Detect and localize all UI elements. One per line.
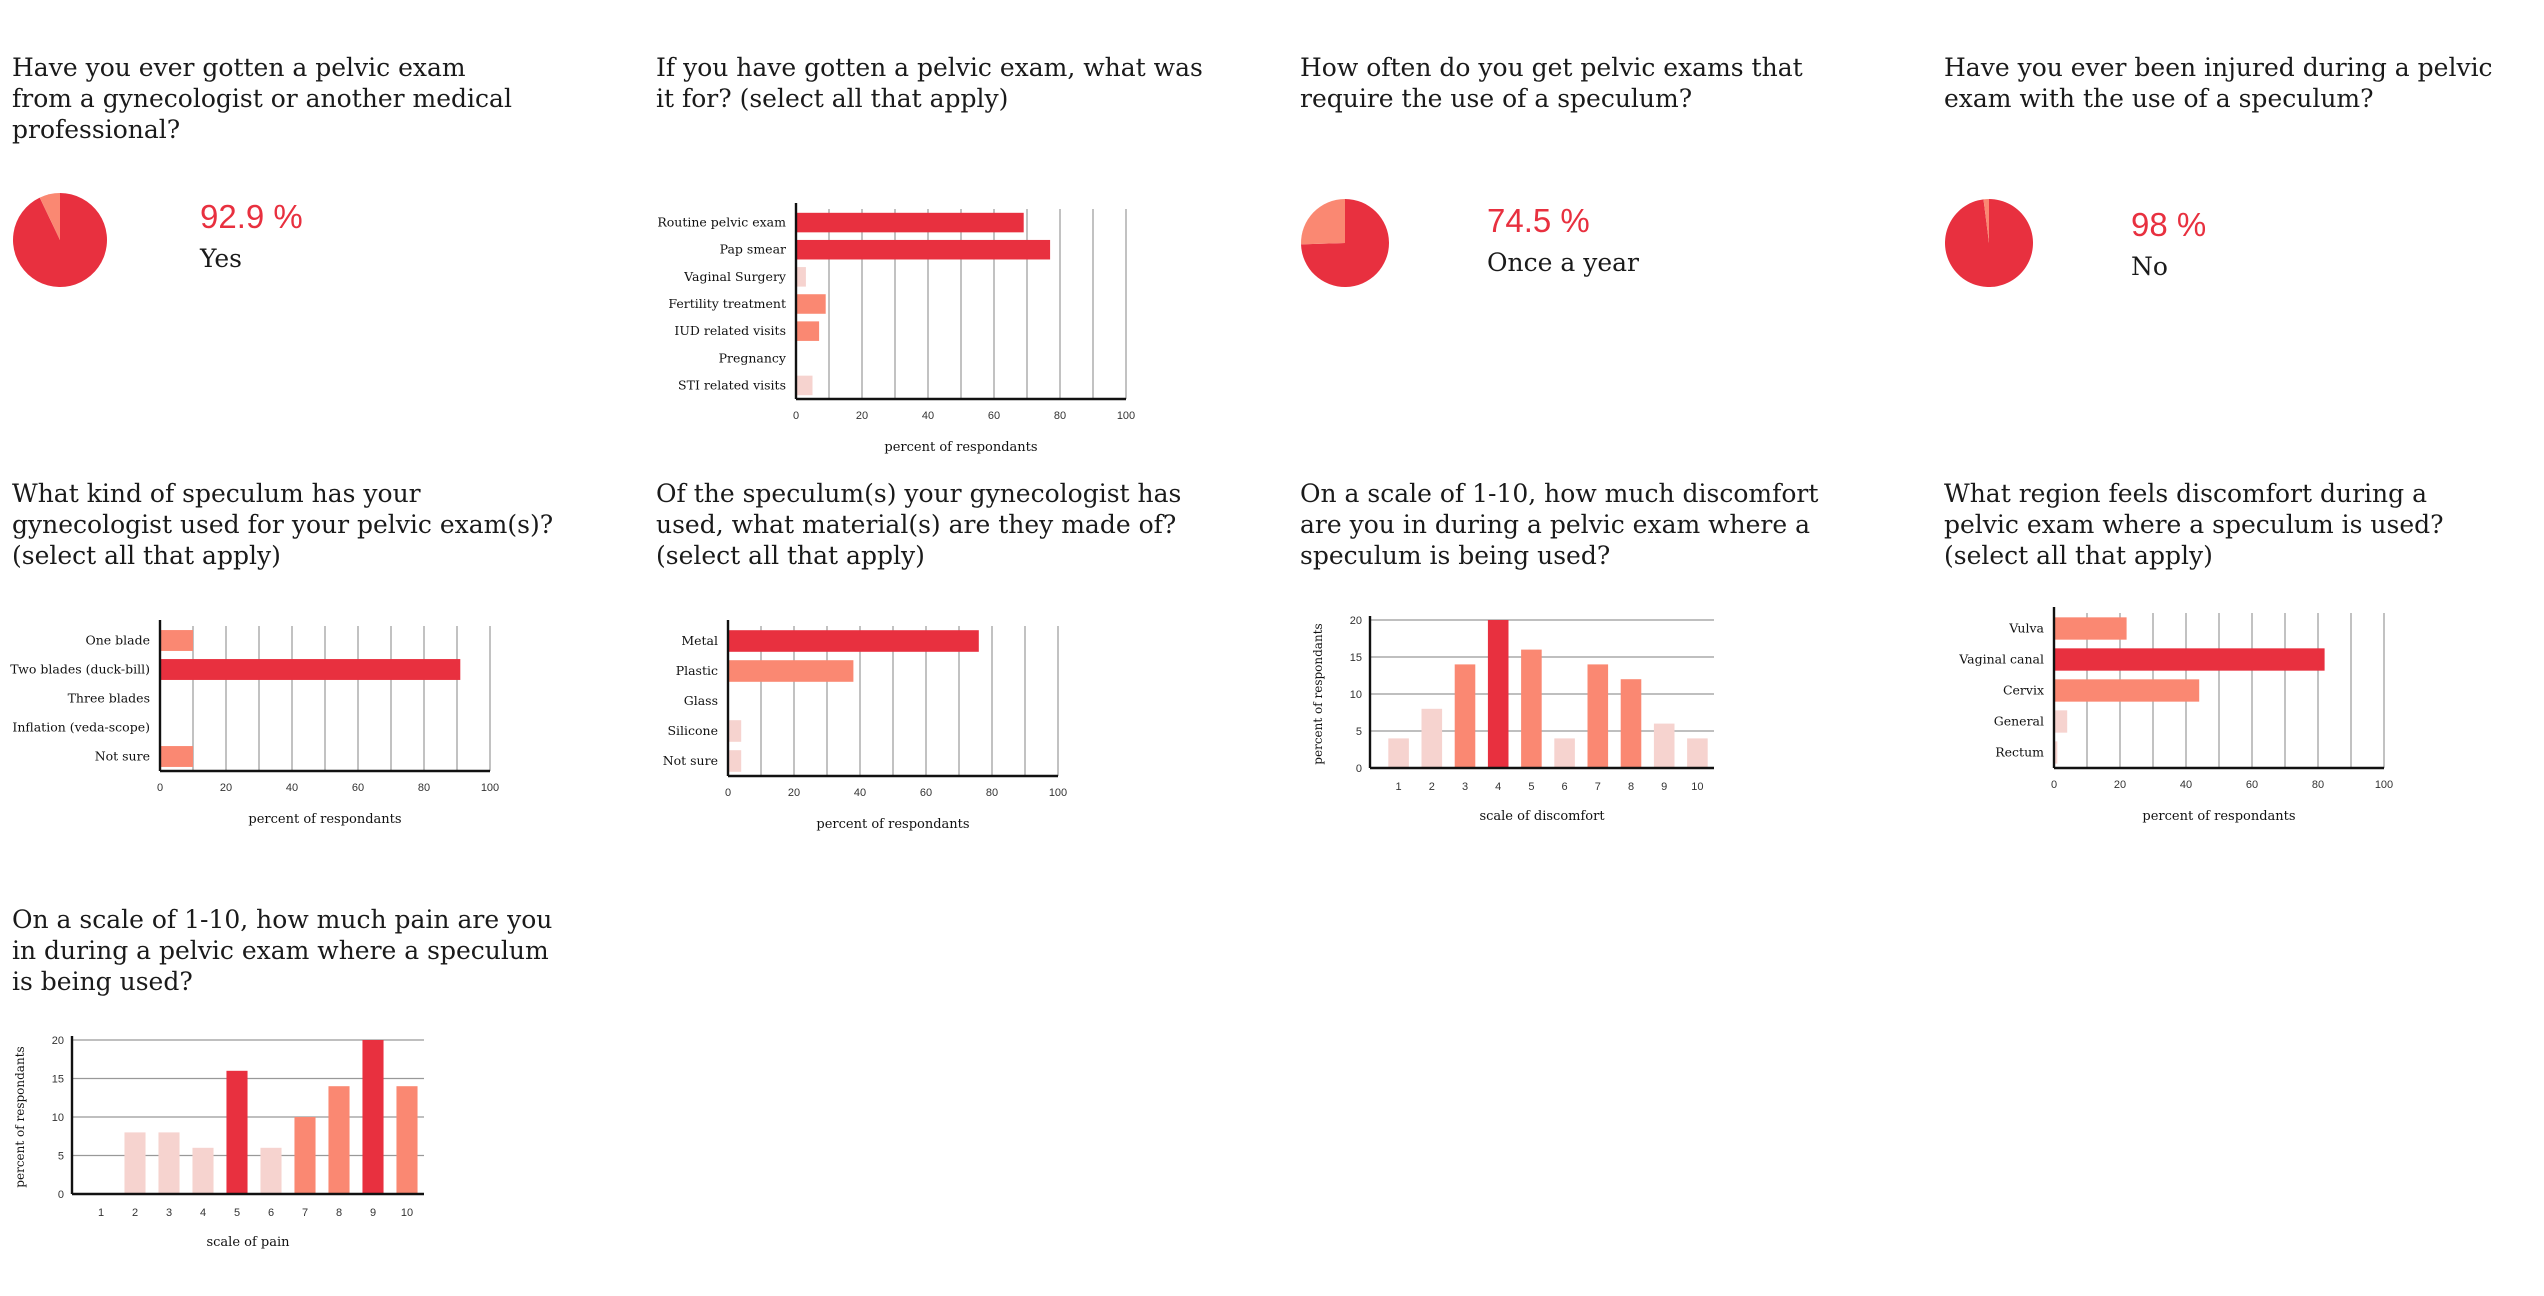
bar-cervix	[2054, 679, 2199, 701]
bar-9	[362, 1040, 383, 1194]
category-label: 8	[335, 1207, 343, 1219]
panel-q2	[656, 52, 1256, 455]
panel-q9	[12, 904, 612, 1250]
tick-label: 60	[351, 782, 365, 794]
category-label: 5	[1528, 781, 1535, 793]
pie-slice-other	[1301, 199, 1345, 244]
tick-label: 5	[1355, 726, 1362, 738]
category-label: 9	[1661, 781, 1668, 793]
tick-label: 20	[855, 410, 869, 422]
bar-one-blade	[160, 630, 193, 651]
stat-q3	[1487, 202, 1639, 277]
tick-label: 60	[987, 410, 1001, 422]
category-label: 4	[1495, 781, 1502, 793]
category-label: Glass	[683, 693, 718, 708]
category-label: 10	[1691, 781, 1704, 793]
category-label: 6	[267, 1207, 275, 1219]
bar-3	[158, 1132, 179, 1194]
tick-label: 40	[285, 782, 299, 794]
bar-9	[1654, 724, 1675, 768]
stat-pct-q3: 74.5 %	[1487, 202, 1590, 239]
category-label: 7	[301, 1207, 309, 1219]
question-q5: What kind of speculum has your gynecologist used for your pelvic exam(s)? (select all that apply)	[12, 479, 554, 570]
x-axis-label: percent of respondants	[2142, 809, 2296, 824]
tick-label: 10	[51, 1112, 64, 1124]
bar-7	[1588, 664, 1609, 768]
category-label: Two blades (duck-bill)	[10, 661, 150, 677]
bar-5	[226, 1071, 247, 1194]
category-label: 3	[165, 1207, 173, 1219]
bar-sti-related-visits	[796, 376, 813, 396]
tick-label: 60	[919, 787, 933, 799]
bar-3	[1455, 664, 1476, 768]
bar-vaginal-surgery	[796, 267, 806, 287]
x-axis-label: percent of respondants	[816, 817, 970, 832]
bar-10	[1687, 738, 1708, 768]
x-axis-label: percent of respondants	[248, 812, 402, 827]
x-axis-label: scale of pain	[206, 1235, 290, 1250]
tick-label: 20	[2113, 779, 2127, 791]
bar-2	[1422, 709, 1443, 768]
category-label: 7	[1594, 781, 1601, 793]
pie-q1	[12, 192, 108, 292]
category-label: Metal	[681, 633, 718, 648]
bar-6	[260, 1148, 281, 1194]
pie-chart-q3	[1300, 198, 1390, 288]
category-label: 5	[233, 1207, 241, 1219]
bar-chart-q9	[12, 904, 532, 1264]
bar-5	[1521, 650, 1542, 768]
panel-q4	[1944, 52, 2544, 281]
category-label: 4	[199, 1207, 207, 1219]
tick-label: 100	[2374, 779, 2394, 791]
panel-q6	[656, 478, 1256, 832]
bar-8	[1621, 679, 1642, 768]
bar-silicone	[728, 720, 741, 742]
tick-label: 80	[1053, 410, 1067, 422]
bar-8	[328, 1086, 349, 1194]
question-q8: What region feels discomfort during a pelvic exam where a speculum is used? (select all that apply)	[1944, 479, 2444, 570]
tick-label: 20	[1349, 615, 1362, 627]
tick-label: 0	[1355, 763, 1362, 775]
category-label: Vulva	[2009, 620, 2044, 636]
bar-chart-q6	[656, 478, 1176, 832]
category-label: Plastic	[675, 663, 718, 678]
tick-label: 40	[2179, 779, 2193, 791]
category-label: Not sure	[94, 748, 150, 764]
category-label: Rectum	[1995, 744, 2044, 760]
tick-label: 100	[1116, 410, 1136, 422]
tick-label: 80	[2311, 779, 2325, 791]
stat-label-q1: Yes	[200, 244, 242, 273]
bar-chart-q7	[1300, 478, 1820, 838]
category-label: General	[1993, 713, 2044, 729]
panel-q3	[1300, 52, 1900, 277]
bar-7	[294, 1117, 315, 1194]
tick-label: 0	[57, 1189, 64, 1201]
question-q9: On a scale of 1-10, how much pain are you in during a pelvic exam where a speculum is being used?	[12, 905, 553, 996]
category-label: 2	[131, 1207, 139, 1219]
category-label: 6	[1561, 781, 1568, 793]
category-label: Routine pelvic exam	[657, 214, 786, 230]
bar-vulva	[2054, 617, 2127, 639]
category-label: 9	[369, 1207, 377, 1219]
bar-2	[124, 1132, 145, 1194]
category-label: Vaginal canal	[1959, 651, 2044, 667]
stat-label-q3: Once a year	[1487, 248, 1639, 277]
bar-4	[192, 1148, 213, 1194]
tick-label: 0	[2050, 779, 2058, 791]
bar-not-sure	[160, 746, 193, 767]
category-label: Pap smear	[719, 241, 786, 257]
category-label: 10	[400, 1207, 414, 1219]
bar-pap-smear	[796, 240, 1050, 260]
bar-plastic	[728, 660, 853, 682]
question-q3: How often do you get pelvic exams that require the use of a speculum?	[1300, 53, 1803, 113]
category-label: 2	[1428, 781, 1435, 793]
category-label: One blade	[85, 632, 150, 648]
question-q4: Have you ever been injured during a pelvic exam with the use of a speculum?	[1944, 53, 2493, 113]
bar-1	[1388, 738, 1409, 768]
tick-label: 100	[480, 782, 500, 794]
bar-chart-q2	[656, 104, 1156, 464]
tick-label: 0	[156, 782, 164, 794]
stat-q4	[2131, 206, 2206, 281]
pie-q3	[1300, 198, 1390, 292]
bar-metal	[728, 630, 979, 652]
category-label: Vaginal Surgery	[684, 268, 786, 284]
question-q1: Have you ever gotten a pelvic exam from a gynecologist or another medical professional?	[12, 53, 512, 144]
tick-label: 20	[219, 782, 233, 794]
bar-general	[2054, 710, 2067, 732]
tick-label: 40	[853, 787, 867, 799]
pie-chart-q4	[1944, 198, 2034, 288]
bar-iud-related-visits	[796, 321, 819, 341]
question-q7: On a scale of 1-10, how much discomfort are you in during a pelvic exam where a speculum is being used?	[1300, 479, 1819, 570]
panel-q7	[1300, 478, 1900, 824]
question-q2: If you have gotten a pelvic exam, what was it for? (select all that apply)	[656, 53, 1203, 113]
tick-label: 10	[1349, 689, 1362, 701]
bar-chart-q8	[1944, 478, 2464, 824]
category-label: Inflation (veda-scope)	[12, 719, 150, 735]
tick-label: 15	[51, 1073, 64, 1086]
category-label: Silicone	[667, 723, 718, 738]
tick-label: 60	[2245, 779, 2259, 791]
category-label: STI related visits	[678, 377, 786, 393]
stat-pct-q4: 98 %	[2131, 206, 2207, 243]
tick-label: 20	[787, 787, 801, 799]
tick-label: 80	[417, 782, 431, 794]
tick-label: 0	[724, 787, 732, 799]
pie-chart-q1	[12, 192, 108, 288]
tick-label: 100	[1048, 787, 1068, 799]
tick-label: 40	[921, 410, 935, 422]
bar-4	[1488, 620, 1509, 768]
y-axis-label: percent of respondants	[1311, 623, 1325, 765]
bar-6	[1554, 738, 1575, 768]
y-axis-label: percent of respondants	[13, 1046, 27, 1188]
stat-q1	[200, 198, 303, 273]
bar-not-sure	[728, 750, 741, 772]
question-q6: Of the speculum(s) your gynecologist has used, what material(s) are they made of? (select all that apply)	[656, 479, 1182, 570]
category-label: IUD related visits	[674, 323, 786, 339]
bar-chart-q5	[10, 478, 532, 827]
category-label: 1	[97, 1207, 105, 1219]
category-label: Fertility treatment	[668, 296, 786, 311]
stat-pct-q1: 92.9 %	[200, 198, 303, 235]
stat-label-q4: No	[2131, 252, 2168, 281]
bar-routine-pelvic-exam	[796, 213, 1024, 233]
tick-label: 0	[792, 410, 800, 422]
category-label: Three blades	[67, 690, 150, 706]
category-label: Pregnancy	[718, 350, 786, 366]
panel-q8	[1944, 478, 2544, 824]
category-label: 3	[1461, 781, 1469, 793]
bar-two-blades-duck-bill	[160, 659, 460, 680]
x-axis-label: scale of discomfort	[1479, 809, 1605, 824]
panel-q1	[12, 52, 612, 273]
category-label: Cervix	[2002, 682, 2044, 698]
bar-vaginal-canal	[2054, 648, 2325, 670]
tick-label: 20	[51, 1035, 64, 1047]
bar-fertility-treatment	[796, 294, 826, 314]
panel-q5	[10, 478, 612, 827]
x-axis-label: percent of respondants	[884, 440, 1038, 455]
tick-label: 5	[57, 1150, 64, 1163]
category-label: Not sure	[662, 753, 718, 768]
tick-label: 15	[1349, 652, 1362, 664]
bar-10	[396, 1086, 417, 1194]
category-label: 1	[1395, 781, 1402, 793]
pie-q4	[1944, 198, 2034, 292]
tick-label: 80	[985, 787, 999, 799]
category-label: 8	[1627, 781, 1635, 793]
